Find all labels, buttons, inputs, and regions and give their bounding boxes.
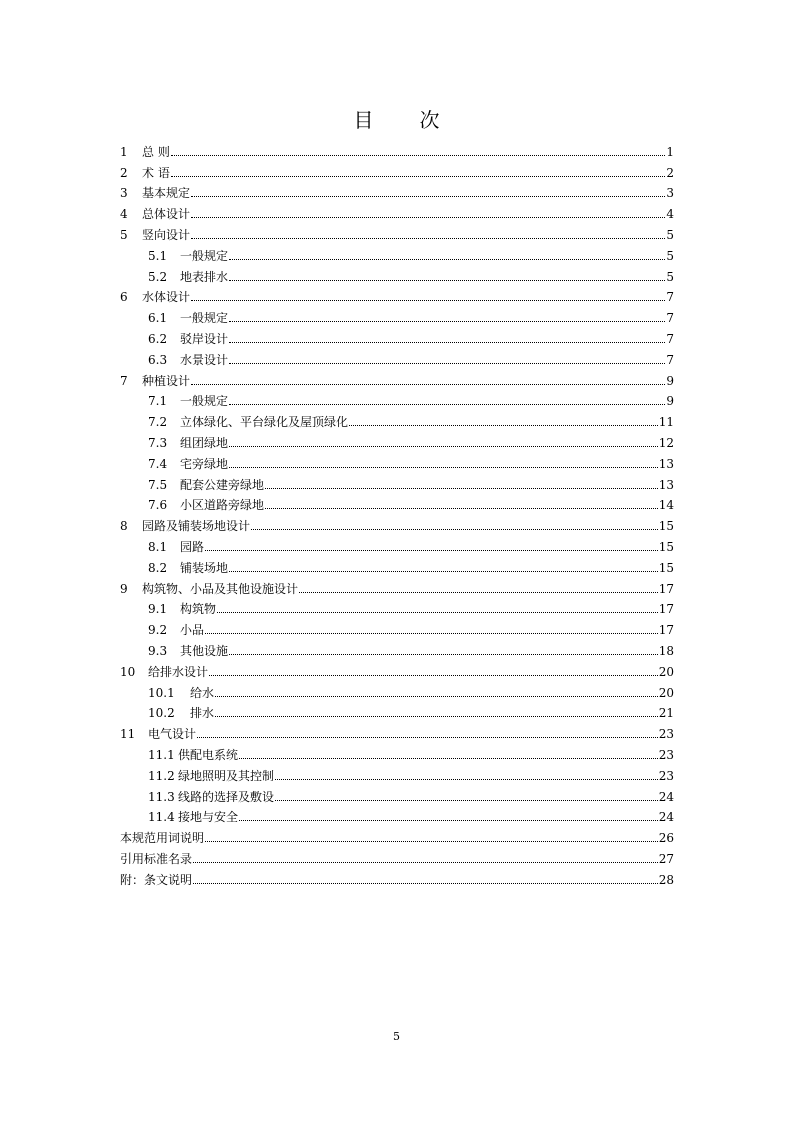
toc-entry[interactable] — [120, 180, 674, 201]
toc-entry-page: 24 — [658, 810, 674, 825]
dot-leader — [215, 695, 658, 697]
toc-entry[interactable] — [120, 700, 674, 721]
toc-entry-page: 7 — [666, 290, 674, 305]
dot-leader — [229, 320, 665, 322]
dot-leader — [191, 195, 665, 197]
toc-entry-number: 8.1 — [148, 539, 168, 554]
toc-entry[interactable] — [120, 658, 674, 679]
toc-entry-number: 5 — [120, 227, 128, 242]
dot-leader — [217, 611, 658, 613]
toc-entry-page: 20 — [658, 685, 674, 700]
toc-entry-label: 总 则 — [142, 144, 170, 159]
toc-entry-number: 7.6 — [148, 498, 168, 513]
toc-entry[interactable] — [120, 824, 674, 845]
dot-leader — [229, 653, 658, 655]
toc-entry[interactable] — [120, 637, 674, 658]
toc-entry-number: 8 — [120, 519, 128, 534]
toc-entry-page: 21 — [658, 706, 674, 721]
toc-entry-number: 1 — [120, 144, 128, 159]
toc-entry-number: 10.1 — [148, 685, 175, 700]
toc-entry[interactable] — [120, 304, 674, 325]
toc-entry[interactable] — [120, 866, 674, 887]
toc-entry-number: 11 — [120, 727, 136, 742]
toc-entry-page: 7 — [666, 331, 674, 346]
toc-entry[interactable] — [120, 450, 674, 471]
toc-entry[interactable] — [120, 533, 674, 554]
toc-entry-label: 其他设施 — [180, 643, 229, 658]
toc-entry-label: 术 语 — [142, 165, 170, 180]
toc-entry-label: 种植设计 — [142, 373, 191, 388]
toc-entry-number: 6.1 — [148, 311, 168, 326]
toc-entry-page: 5 — [666, 227, 674, 242]
toc-entry-label: 本规范用词说明 — [120, 831, 205, 846]
toc-entry-number: 7.1 — [148, 394, 168, 409]
toc-entry[interactable] — [120, 596, 674, 617]
toc-entry-number: 10.2 — [148, 706, 175, 721]
dot-leader — [229, 466, 658, 468]
toc-entry-label: 给排水设计 — [148, 664, 209, 679]
toc-entry-page: 13 — [658, 477, 674, 492]
toc-entry-page: 9 — [666, 373, 674, 388]
toc-entry[interactable] — [120, 575, 674, 596]
dot-leader — [299, 591, 658, 593]
toc-entry[interactable] — [120, 783, 674, 804]
toc-entry[interactable] — [120, 388, 674, 409]
dot-leader — [265, 507, 658, 509]
toc-entry[interactable] — [120, 159, 674, 180]
toc-entry-label: 给水 — [190, 685, 215, 700]
toc-entry[interactable] — [120, 138, 674, 159]
toc-entry-number: 9 — [120, 581, 128, 596]
toc-entry-page: 18 — [658, 643, 674, 658]
dot-leader — [265, 487, 658, 489]
dot-leader — [229, 279, 665, 281]
toc-entry-label: 接地与安全 — [178, 810, 239, 825]
toc-entry[interactable] — [120, 720, 674, 741]
toc-entry-number: 11.1 — [148, 747, 175, 762]
toc-entry[interactable] — [120, 492, 674, 513]
toc-entry-number: 6.3 — [148, 352, 168, 367]
dot-leader — [205, 549, 658, 551]
toc-entry-number: 7.3 — [148, 435, 168, 450]
toc-entry-label: 水景设计 — [180, 352, 229, 367]
dot-leader — [275, 799, 658, 801]
toc-entry-number: 11.2 — [148, 768, 175, 783]
dot-leader — [229, 570, 658, 572]
toc-entry-page: 12 — [658, 435, 674, 450]
dot-leader — [193, 861, 658, 863]
toc-entry-number: 9.2 — [148, 623, 168, 638]
toc-entry-page: 20 — [658, 664, 674, 679]
dot-leader — [229, 341, 665, 343]
toc-entry-page: 15 — [658, 539, 674, 554]
toc-entry-number: 5.2 — [148, 269, 168, 284]
toc-entry-page: 24 — [658, 789, 674, 804]
dot-leader — [239, 819, 658, 821]
toc-entry-page: 9 — [666, 394, 674, 409]
dot-leader — [275, 778, 658, 780]
toc-entry-label: 附：条文说明 — [120, 872, 193, 887]
dot-leader — [191, 216, 665, 218]
toc-entry-page: 28 — [658, 872, 674, 887]
toc-entry[interactable] — [120, 762, 674, 783]
toc-entry-label: 驳岸设计 — [180, 331, 229, 346]
toc-entry-page: 11 — [658, 415, 674, 430]
toc-entry-number: 9.3 — [148, 643, 168, 658]
toc-entry-page: 14 — [658, 498, 674, 513]
toc-entry-page: 15 — [658, 560, 674, 575]
toc-entry-label: 供配电系统 — [178, 747, 239, 762]
toc-entry-page: 23 — [658, 727, 674, 742]
toc-entry-page: 23 — [658, 747, 674, 762]
toc-entry[interactable] — [120, 554, 674, 575]
title-char-2: 次 — [419, 108, 440, 132]
toc-entry[interactable] — [120, 242, 674, 263]
toc-entry-page: 2 — [666, 165, 674, 180]
toc-entry-number: 8.2 — [148, 560, 168, 575]
toc-entry-label: 引用标准名录 — [120, 851, 193, 866]
page-title — [0, 104, 793, 133]
toc-entry[interactable] — [120, 284, 674, 305]
dot-leader — [229, 362, 665, 364]
toc-entry[interactable] — [120, 408, 674, 429]
toc-entry[interactable] — [120, 367, 674, 388]
toc-entry-page: 17 — [658, 581, 674, 596]
toc-entry-label: 一般规定 — [180, 394, 229, 409]
dot-leader — [191, 383, 665, 385]
dot-leader — [171, 154, 666, 156]
toc-entry[interactable] — [120, 429, 674, 450]
toc-entry-label: 组团绿地 — [180, 435, 229, 450]
dot-leader — [193, 882, 658, 884]
dot-leader — [215, 715, 658, 717]
toc-entry-label: 配套公建旁绿地 — [180, 477, 265, 492]
toc-entry-number: 10 — [120, 664, 136, 679]
dot-leader — [191, 299, 665, 301]
dot-leader — [205, 840, 658, 842]
toc-entry-page: 17 — [658, 623, 674, 638]
toc-entry-page: 27 — [658, 851, 674, 866]
toc-entry-number: 7.2 — [148, 415, 168, 430]
toc-entry-number: 11.4 — [148, 810, 175, 825]
toc-entry[interactable] — [120, 263, 674, 284]
toc-entry[interactable] — [120, 845, 674, 866]
toc-entry-page: 7 — [666, 352, 674, 367]
toc-entry-number: 4 — [120, 207, 128, 222]
toc-entry-page: 5 — [666, 248, 674, 263]
toc-entry-number: 2 — [120, 165, 128, 180]
toc-entry[interactable] — [120, 616, 674, 637]
toc-entry-page: 4 — [666, 207, 674, 222]
toc-entry-label: 一般规定 — [180, 248, 229, 263]
toc-entry-label: 构筑物、小品及其他设施设计 — [142, 581, 299, 596]
toc-entry-page: 15 — [658, 519, 674, 534]
dot-leader — [209, 674, 658, 676]
toc-entry-page: 23 — [658, 768, 674, 783]
dot-leader — [191, 237, 665, 239]
dot-leader — [349, 424, 658, 426]
toc-entry[interactable] — [120, 741, 674, 762]
toc-entry-page: 17 — [658, 602, 674, 617]
toc-entry[interactable] — [120, 804, 674, 825]
toc-entry-number: 7.4 — [148, 456, 168, 471]
toc-entry-page: 26 — [658, 831, 674, 846]
toc-entry[interactable] — [120, 200, 674, 221]
dot-leader — [251, 528, 658, 530]
dot-leader — [171, 175, 666, 177]
dot-leader — [197, 736, 658, 738]
toc-entry-label: 铺装场地 — [180, 560, 229, 575]
toc-entry-label: 小品 — [180, 623, 205, 638]
dot-leader — [229, 403, 665, 405]
toc-entry-number: 7 — [120, 373, 128, 388]
toc-entry-label: 排水 — [190, 706, 215, 721]
toc-entry-page: 7 — [666, 311, 674, 326]
toc-entry-label: 小区道路旁绿地 — [180, 498, 265, 513]
toc-entry-label: 立体绿化、平台绿化及屋顶绿化 — [180, 415, 349, 430]
dot-leader — [239, 757, 658, 759]
toc-entry-number: 11.3 — [148, 789, 175, 804]
toc-entry-label: 竖向设计 — [142, 227, 191, 242]
toc-entry-label: 地表排水 — [180, 269, 229, 284]
title-char-1: 目 — [353, 108, 374, 132]
toc-entry-label: 绿地照明及其控制 — [178, 768, 275, 783]
toc-entry[interactable] — [120, 346, 674, 367]
toc-entry-label: 园路及铺装场地设计 — [142, 519, 251, 534]
toc-entry-label: 基本规定 — [142, 186, 191, 201]
toc-entry-page: 13 — [658, 456, 674, 471]
page-number: 5 — [393, 1030, 400, 1043]
toc-entry-label: 水体设计 — [142, 290, 191, 305]
dot-leader — [229, 445, 658, 447]
toc-entry-number: 7.5 — [148, 477, 168, 492]
toc-entry-label: 电气设计 — [148, 727, 197, 742]
toc-entry-number: 9.1 — [148, 602, 168, 617]
toc-entry-page: 1 — [666, 144, 674, 159]
toc-entry-number: 6.2 — [148, 331, 168, 346]
toc-entry[interactable] — [120, 325, 674, 346]
toc-entry-page: 5 — [666, 269, 674, 284]
toc-entry-number: 6 — [120, 290, 128, 305]
toc-entry[interactable] — [120, 221, 674, 242]
toc-entry-label: 总体设计 — [142, 207, 191, 222]
toc-entry-label: 园路 — [180, 539, 205, 554]
toc-entry[interactable] — [120, 471, 674, 492]
toc-entry-number: 3 — [120, 186, 128, 201]
toc-entry-label: 构筑物 — [180, 602, 217, 617]
toc-entry-label: 线路的选择及敷设 — [178, 789, 275, 804]
toc-entry-number: 5.1 — [148, 248, 168, 263]
toc-entry-label: 一般规定 — [180, 311, 229, 326]
toc-entry[interactable] — [120, 512, 674, 533]
toc-entry-label: 宅旁绿地 — [180, 456, 229, 471]
dot-leader — [205, 632, 658, 634]
toc-entry[interactable] — [120, 679, 674, 700]
table-of-contents — [120, 138, 674, 887]
dot-leader — [229, 258, 665, 260]
toc-entry-page: 3 — [666, 186, 674, 201]
